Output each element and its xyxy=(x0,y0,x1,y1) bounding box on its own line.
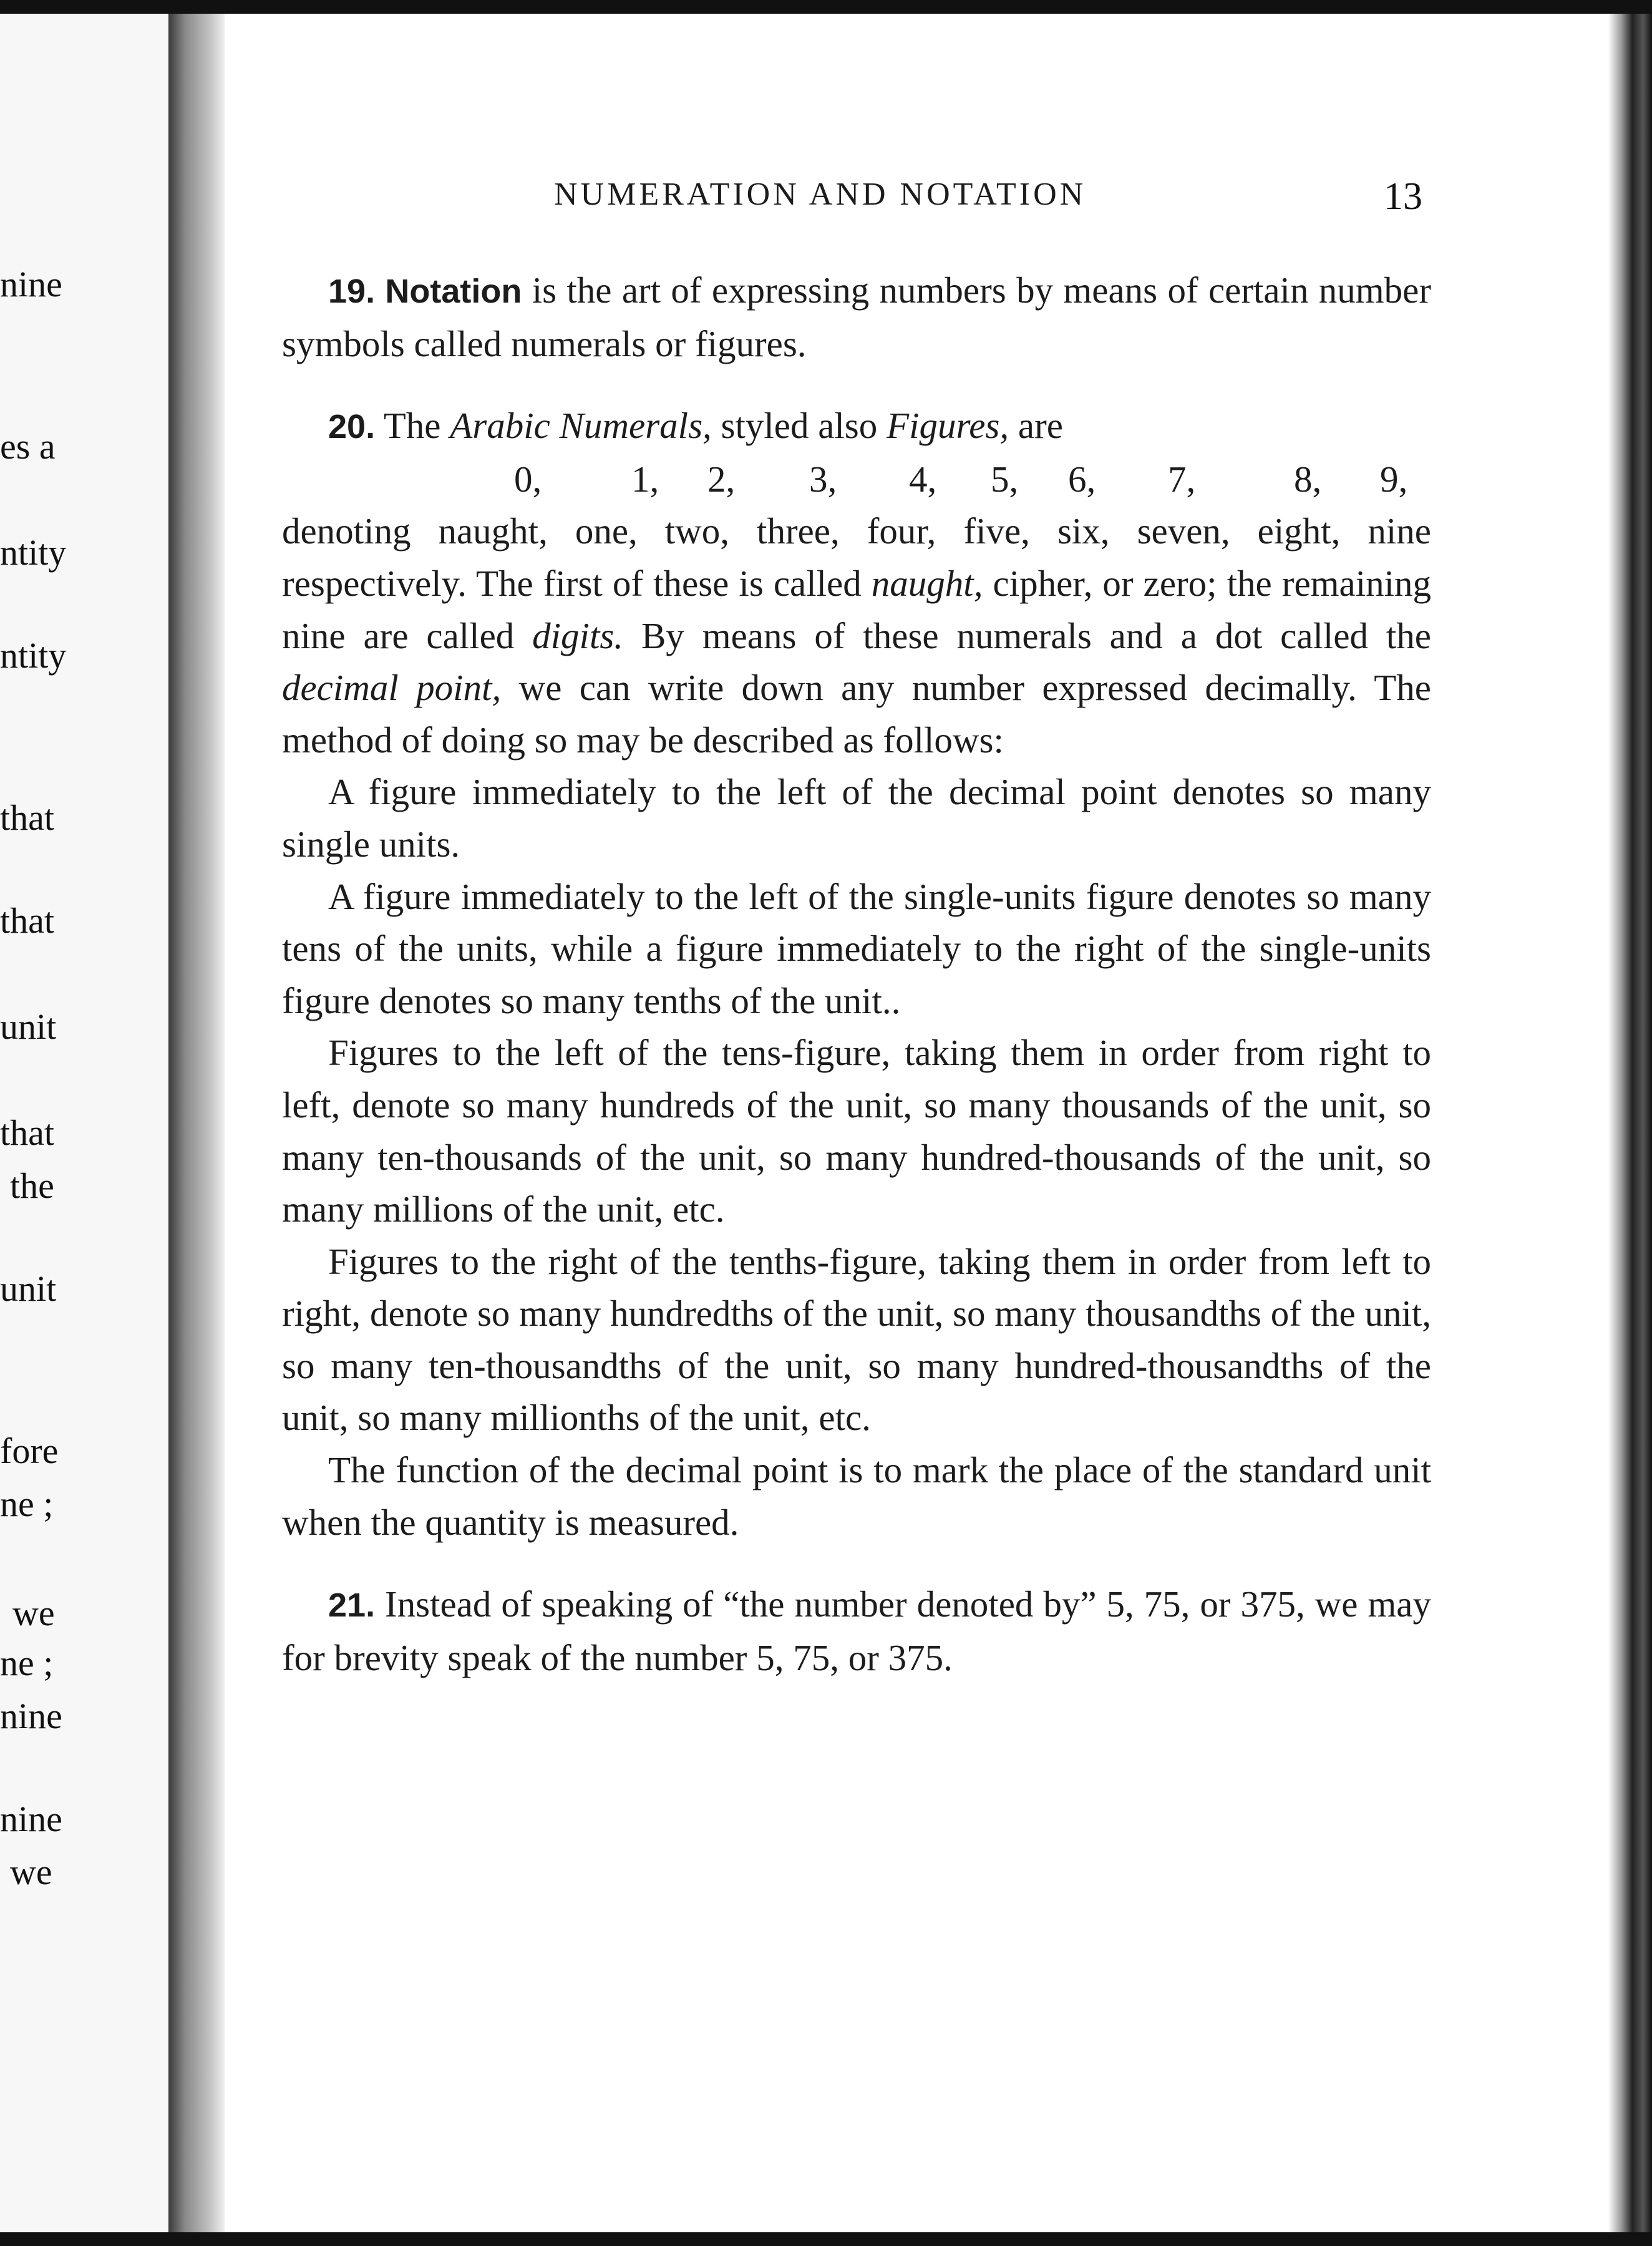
rule-lower-places: Figures to the right of the tenths-figure, taking them in order from left to right, denote so many hundredths of the unit, so many thousandths of the unit, so many ten-thousandths of the unit, so many hundred-thousandths of the unit, so many millionths of the unit, etc. xyxy=(282,1240,1431,1439)
running-head: NUMERATION AND NOTATION xyxy=(554,177,1087,212)
emphasis: Arabic Numerals, xyxy=(450,405,712,447)
page-number: 13 xyxy=(1384,175,1422,218)
numeral: 9, xyxy=(1380,458,1408,500)
paragraph-text: styled also xyxy=(711,405,887,447)
paragraph-text: are xyxy=(1009,405,1063,447)
numeral: 3, xyxy=(809,458,837,500)
numeral: 7, xyxy=(1168,458,1196,500)
facing-page-fragment: nine xyxy=(0,1696,62,1736)
paragraph-19 xyxy=(282,265,1431,370)
rule-decimal-point: The function of the decimal point is to mark the place of the standard unit when the quantity is measured. xyxy=(282,1449,1431,1543)
facing-page-fragment: the xyxy=(10,1165,54,1206)
paragraph-text: we can write down any number expressed decimally. The method of doing so may be described as follows: xyxy=(282,667,1431,761)
paragraph-text: Instead of speaking of “the number denoted by” 5, 75, or 375, we may for brevity speak of the number 5, 75, or 375. xyxy=(282,1583,1431,1678)
section-number: 20. xyxy=(328,408,376,446)
section-number: 19. xyxy=(328,273,376,310)
book-gutter-shadow xyxy=(168,14,225,2232)
emphasis: naught, xyxy=(871,562,983,604)
numeral: 0, xyxy=(514,458,542,500)
emphasis: digits. xyxy=(532,615,624,656)
facing-page xyxy=(0,14,175,2232)
facing-page-fragment: that xyxy=(0,900,54,941)
facing-page-fragment: that xyxy=(0,797,54,838)
paragraph-text: By means of these numerals and a dot called the xyxy=(623,615,1431,656)
numeral: 6, xyxy=(1068,458,1096,500)
facing-page-fragment: we xyxy=(12,1593,55,1633)
numeral: 8, xyxy=(1294,458,1322,500)
facing-page-fragment: ntity xyxy=(0,532,67,573)
numeral: 1, xyxy=(631,458,659,500)
numeral: 2, xyxy=(707,458,736,500)
facing-page-fragment: ntity xyxy=(0,635,67,676)
paragraph-text: denoting naught, one, two, three, four, five, six, seven, eight, nine respectively. The first of these is called xyxy=(282,510,1431,604)
facing-page-fragment: unit xyxy=(0,1268,57,1309)
rule-single-units: A figure immediately to the left of the decimal point denotes so many single units. xyxy=(282,771,1431,865)
emphasis: Figures, xyxy=(887,405,1009,447)
paragraph-text: is the art of expressing numbers by means of certain number symbols called numerals or figures. xyxy=(282,270,1432,364)
scan-frame-top xyxy=(0,0,1652,14)
facing-page-fragment: es a xyxy=(0,426,56,467)
facing-page-fragment: ne ; xyxy=(0,1484,54,1524)
page-edge-shadow xyxy=(1608,14,1652,2232)
facing-page-fragment: we xyxy=(10,1852,52,1892)
facing-page-fragment: unit xyxy=(0,1006,57,1047)
facing-page-fragment: ne ; xyxy=(0,1643,54,1683)
scan-frame-bottom xyxy=(0,2232,1652,2246)
rule-higher-places: Figures to the left of the tens-figure, taking them in order from right to left, denote so many hundreds of the unit, so many thousands of the unit, so many ten-thousands of the unit, so many hundred-thousands of the unit, so many millions of the unit, etc. xyxy=(282,1032,1431,1230)
facing-page-fragment: nine xyxy=(0,1799,62,1839)
facing-page-fragment: fore xyxy=(0,1431,59,1471)
numeral: 4, xyxy=(909,458,937,500)
numeral: 5, xyxy=(991,458,1019,500)
paragraph-text: The xyxy=(375,405,450,447)
paragraph-20-intro xyxy=(282,400,1431,454)
emphasis: decimal point, xyxy=(282,667,502,709)
facing-page-fragment: that xyxy=(0,1112,54,1153)
paragraph-text: cipher, or zero; the remaining nine are called xyxy=(282,562,1431,656)
paragraph-20-body xyxy=(282,505,1431,766)
defined-term: Notation xyxy=(385,273,522,310)
facing-page-fragment: nine xyxy=(0,264,62,304)
section-number: 21. xyxy=(328,1587,376,1625)
paragraph-21 xyxy=(282,1578,1431,1684)
numerals-row xyxy=(282,454,1431,506)
page-body xyxy=(282,265,1431,1684)
rule-tens-and-tenths: A figure immediately to the left of the single-units figure denotes so many tens of the units, while a figure immediately to the right of the single-units figure denotes so many tenths of the unit.. xyxy=(282,875,1431,1021)
